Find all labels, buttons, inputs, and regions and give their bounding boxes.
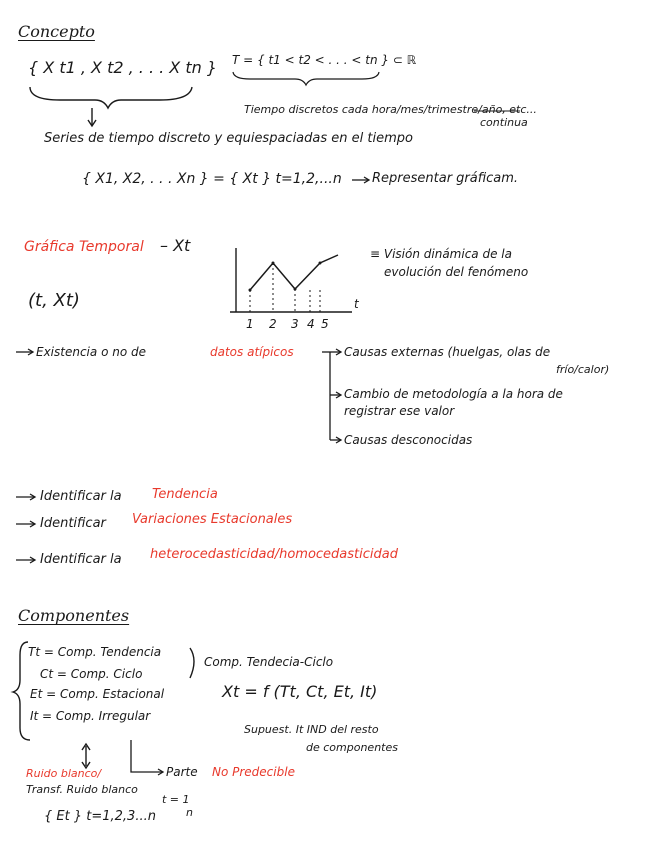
- atipicos-red: datos atípicos: [210, 345, 294, 359]
- brace-under-T: [233, 72, 379, 85]
- brace-under-set: [30, 87, 192, 108]
- vision-line2: evolución del fenómeno: [384, 265, 529, 279]
- component-C: Ct = Comp. Ciclo: [40, 667, 143, 681]
- t-frac-den: n: [186, 806, 193, 819]
- component-T: Tt = Comp. Tendencia: [28, 645, 162, 659]
- grafica-var: – Xt: [160, 236, 191, 255]
- ruido-blanco: Ruido blanco/: [26, 767, 102, 780]
- identificar-2-red: Variaciones Estacionales: [132, 512, 293, 527]
- cause-2: Cambio de metodología a la hora de: [344, 387, 563, 401]
- vision-line1: ≡ Visión dinámica de la: [370, 247, 512, 261]
- identificar-1-prefix: Identificar la: [40, 489, 122, 504]
- identificar-arrows: [16, 494, 35, 563]
- t-frac-num: t = 1: [162, 793, 190, 806]
- time-note: Tiempo discretos cada hora/mes/trimestre/año, etc...: [244, 103, 537, 116]
- temporal-chart: [230, 248, 352, 312]
- tick-4: 4: [307, 317, 315, 331]
- represent-text: Representar gráficam.: [372, 171, 519, 186]
- cause-1b: frío/calor): [556, 363, 610, 376]
- supuest-line1: Supuest. It IND del resto: [244, 723, 379, 736]
- set-left: { X t1 , X t2 , . . . X tn }: [28, 58, 218, 77]
- parte-prefix: Parte: [166, 765, 198, 779]
- tick-5: 5: [321, 317, 329, 331]
- identificar-2-prefix: Identificar: [40, 516, 106, 531]
- pair-t-xt: (t, Xt): [28, 290, 80, 311]
- component-E: Et = Comp. Estacional: [30, 687, 165, 701]
- chart-series-line: [250, 255, 338, 290]
- cause-2b: registrar ese valor: [344, 404, 455, 418]
- set-T: T = { t1 < t2 < . . . < tn } ⊂ ℝ: [232, 53, 417, 67]
- component-I: It = Comp. Irregular: [30, 709, 151, 723]
- section-title-concepto: Concepto: [18, 22, 95, 41]
- equality: { X1, X2, . . . Xn } = { Xt } t=1,2,...n: [82, 171, 342, 187]
- tc-label: Comp. Tendecia-Ciclo: [204, 655, 334, 669]
- tick-1: 1: [246, 317, 254, 331]
- tick-2: 2: [269, 317, 277, 331]
- identificar-3-red: heterocedasticidad/homocedasticidad: [150, 547, 398, 562]
- identificar-1-red: Tendencia: [152, 487, 218, 502]
- supuest-line2: de componentes: [306, 741, 398, 754]
- parte-red: No Predecible: [212, 765, 295, 779]
- crossed-word: continua: [480, 116, 528, 129]
- epsilon-set: { Et } t=1,2,3...n: [44, 809, 156, 824]
- transf-ruido: Transf. Ruido blanco: [26, 783, 138, 796]
- grafica-label: Gráfica Temporal: [24, 239, 144, 255]
- atipicos-prefix: Existencia o no de: [36, 345, 146, 359]
- cause-1: Causas externas (huelgas, olas de: [344, 345, 551, 359]
- axis-t-label: t: [354, 297, 359, 311]
- tick-3: 3: [291, 317, 299, 331]
- cause-3: Causas desconocidas: [344, 433, 473, 447]
- identificar-3-prefix: Identificar la: [40, 552, 122, 567]
- section-title-componentes: Componentes: [18, 606, 130, 625]
- series-line: Series de tiempo discreto y equiespaciadas en el tiempo: [44, 131, 413, 146]
- formula: Xt = f (Tt, Ct, Et, It): [222, 682, 378, 701]
